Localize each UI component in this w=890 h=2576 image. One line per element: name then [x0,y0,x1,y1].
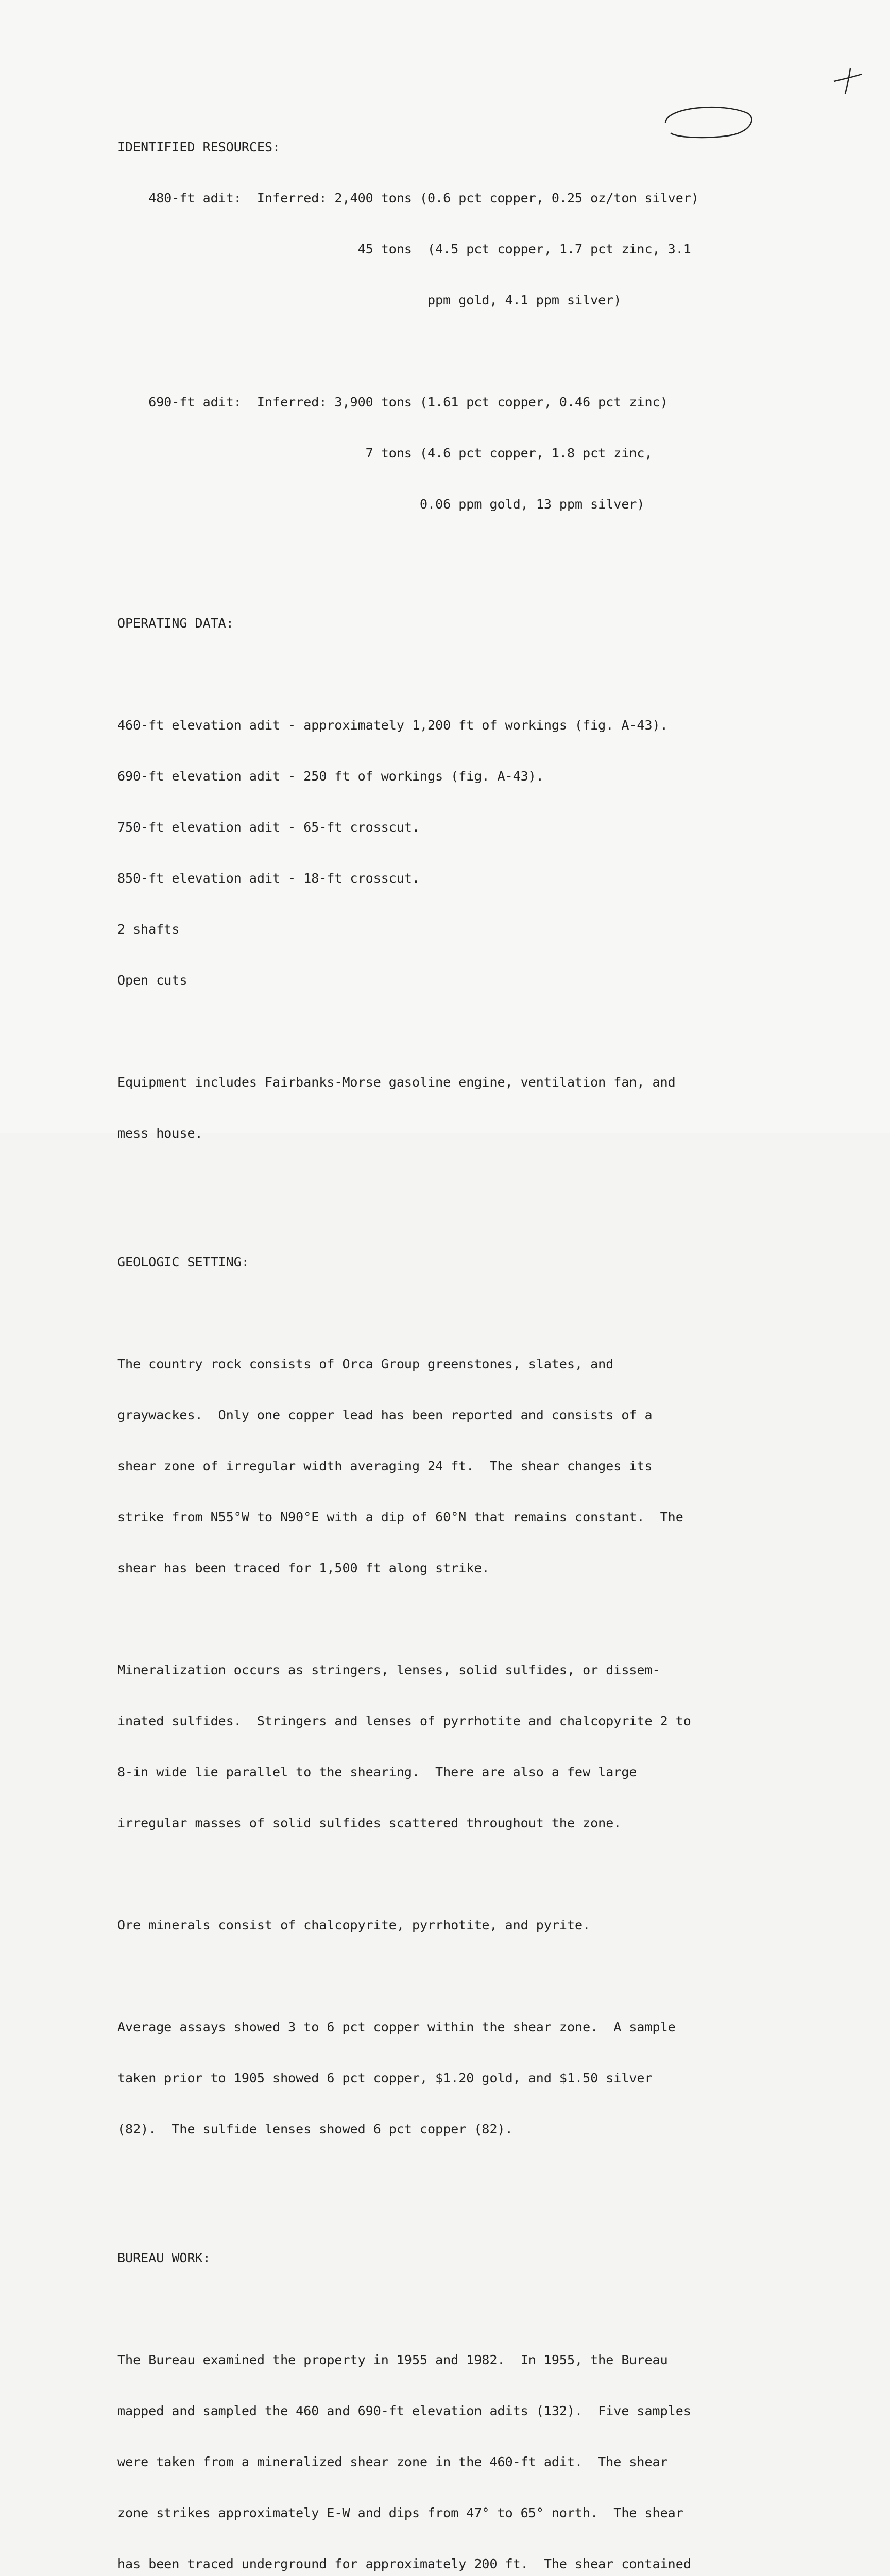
section-heading-operating: OPERATING DATA: [117,616,234,631]
resources-line: 45 tons (4.5 pct copper, 1.7 pct zinc, 3.1 [117,242,691,257]
operating-line: 850-ft elevation adit - 18-ft crosscut. [117,871,420,886]
geologic-line: Ore minerals consist of chalcopyrite, pyrrhotite, and pyrite. [117,1918,591,1933]
bureau-line: mapped and sampled the 460 and 690-ft elevation adits (132). Five samples [117,2403,691,2418]
bureau-line: were taken from a mineralized shear zone in the 460-ft adit. The shear [117,2454,668,2469]
operating-line: 750-ft elevation adit - 65-ft crosscut. [117,820,420,835]
resources-line: 480-ft adit: Inferred: 2,400 tons (0.6 pct copper, 0.25 oz/ton silver) [117,191,699,206]
resources-line: 690-ft adit: Inferred: 3,900 tons (1.61 pct copper, 0.46 pct zinc) [117,395,668,410]
geologic-line: irregular masses of solid sulfides scattered throughout the zone. [117,1816,622,1831]
geologic-line: (82). The sulfide lenses showed 6 pct copper (82). [117,2122,513,2137]
geologic-line: shear zone of irregular width averaging 24 ft. The shear changes its [117,1459,653,1473]
operating-line: Open cuts [117,973,187,988]
resources-line: 0.06 ppm gold, 13 ppm silver) [117,497,645,512]
equipment-line: mess house. [117,1126,203,1141]
document-body [117,88,787,2576]
geologic-line: Average assays showed 3 to 6 pct copper within the shear zone. A sample [117,2020,676,2035]
bureau-line: has been traced underground for approximately 200 ft. The shear contained [117,2556,691,2571]
resources-line [117,343,787,360]
bureau-line: The Bureau examined the property in 1955 and 1982. In 1955, the Bureau [117,2352,668,2367]
handwritten-plus-mark [832,66,863,97]
section-heading-resources: IDENTIFIED RESOURCES: [117,140,281,155]
resources-line: ppm gold, 4.1 ppm silver) [117,293,622,308]
resources-line: 7 tons (4.6 pct copper, 1.8 pct zinc, [117,446,653,461]
geologic-line: Mineralization occurs as stringers, lenses, solid sulfides, or dissem- [117,1663,660,1677]
geologic-line: shear has been traced for 1,500 ft along strike. [117,1561,490,1575]
geologic-line: taken prior to 1905 showed 6 pct copper, $1.20 gold, and $1.50 silver [117,2071,653,2086]
bureau-line: zone strikes approximately E-W and dips from 47° to 65° north. The shear [117,2505,683,2520]
operating-line: 460-ft elevation adit - approximately 1,200 ft of workings (fig. A-43). [117,718,668,733]
geologic-line: graywackes. Only one copper lead has been reported and consists of a [117,1408,653,1422]
geologic-line: 8-in wide lie parallel to the shearing. There are also a few large [117,1765,637,1780]
geologic-line: strike from N55°W to N90°E with a dip of 60°N that remains constant. The [117,1510,683,1524]
operating-line: 2 shafts [117,922,180,937]
geologic-line: inated sulfides. Stringers and lenses of pyrrhotite and chalcopyrite 2 to [117,1714,691,1728]
geologic-line: The country rock consists of Orca Group greenstones, slates, and [117,1357,614,1371]
section-heading-bureau: BUREAU WORK: [117,2250,211,2265]
operating-line: 690-ft elevation adit - 250 ft of workings (fig. A-43). [117,769,544,784]
section-heading-geologic: GEOLOGIC SETTING: [117,1255,249,1269]
equipment-line: Equipment includes Fairbanks-Morse gasoline engine, ventilation fan, and [117,1075,676,1090]
